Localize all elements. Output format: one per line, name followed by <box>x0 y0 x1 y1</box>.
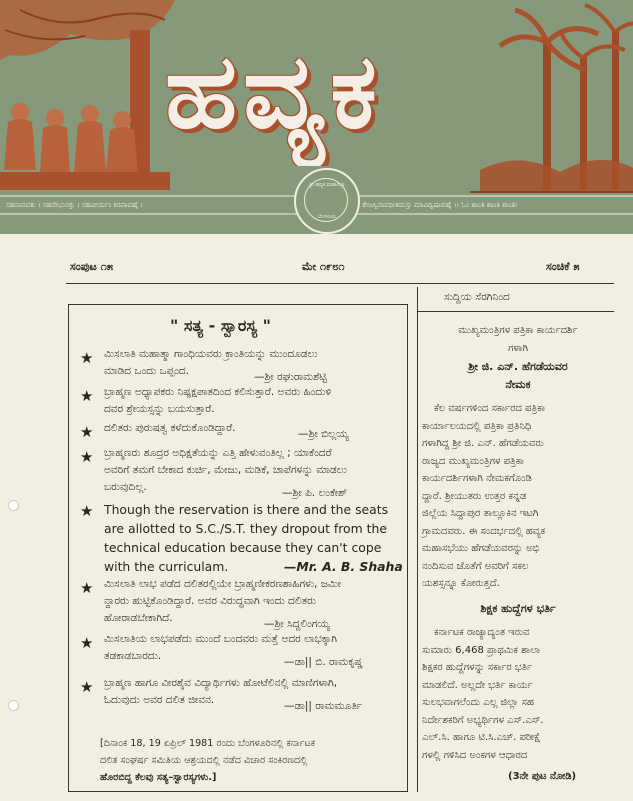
seminar-note: [ದಿನಾಂಕ 18, 19 ಏಪ್ರಿಲ್ 1981 ರಂದು ಬೆಂಗಳೂರಿನಲ್ಲಿ ಕರ್ನಾಟಕ ದಲಿತ ಸಂಘರ್ಷ ಸಮಿತಿಯ ಆಶ್ರಯದಲ್ಲಿ ನಡೆದ ವಿಚಾರ ಸಂಕಿರಣದಲ್ಲಿ ಹೊರಬಿದ್ದ ಕೆಲವು ಸತ್ಯ–ಸ್ವಾರಸ್ಯಗಳು.] <box>100 738 316 783</box>
motto-right: ತೇಜಸ್ವಿನಾವಧೀತಮಸ್ತು ಮಾವಿದ್ವಿಷಾವಹೈ ।। ಓಂ ಶಾಂತಿ ಶಾಂತಿ ಶಾಂತಿಃ <box>362 201 518 209</box>
quote-author: —ಶ್ರೀ ಬಿಲ್ಲಯ್ಯ <box>298 428 349 440</box>
quote-author: —ಡಾ|| ಬಿ. ರಾಮಕೃಷ್ಣ <box>284 656 363 668</box>
issue-volume: ಸಂಪುಟ ೧೫ <box>70 260 114 273</box>
news-section-heading: ಸುದ್ದಿಯ ಸೆರಗಿನಿಂದ <box>444 291 510 303</box>
news2-body: ಕರ್ನಾಟಕ ರಾಜ್ಯಾದ್ಯಂತ ಇರುವ ಸುಮಾರು 6,468 ಪ್ರಾಥಮಿಕ ಶಾಲಾ ಶಿಕ್ಷಕರ ಹುದ್ದೆಗಳನ್ನು ಸರ್ಕಾರ ಭರ್ತಿ ಮಾಡಲಿದೆ. ಅಲ್ಲದೇ ಭರ್ತಿ ಕಾರ್ಯ ಸುಲಭವಾಗಲೆಂದು ಎಲ್ಲ ಜಿಲ್ಲಾ ಸಹ ನಿರ್ದೇಶಕರಿಗೆ ಅಭ್ಯರ್ಥಿಗಳ ಎಸ್.ಎಸ್. ಎಲ್.ಸಿ. ಹಾಗೂ ಟಿ.ಸಿ.ಎಚ್. ಪರೀಕ್ಷೆ ಗಳಲ್ಲಿ ಗಳಿಸಿದ ಅಂಕಗಳ ಆಧಾರದ <box>422 627 544 761</box>
seal-bottom-text: ಬೆಂಗಳೂರು <box>317 214 337 220</box>
quote-1: ಮಿಸಲಾತಿ ಮಹಾತ್ಮಾ ಗಾಂಧಿಯವರು ಕ್ರಾಂತಿಯನ್ನು ಮುಂದೂಡಲು ಮಾಡಿದ ಒಂದು ಒಪ್ಪಂದ. —ಶ್ರೀ ರಘುರಾಮಶೆಟ್ಟಿ <box>104 346 394 386</box>
continued-note: (3ನೇ ಪುಟ ನೋಡಿ) <box>508 771 577 782</box>
news1-name: ಶ್ರೀ ಜಿ. ಎನ್. ಹೆಗಡೆಯವರ ನೇಮಕ <box>468 360 568 391</box>
magazine-title: ಹವ್ಯಕ <box>165 30 383 152</box>
news1-heading: ಮುಖ್ಯಮಂತ್ರಿಗಳ ಪತ್ರಿಕಾ ಕಾರ್ಯದರ್ಶಿ ಗಳಾಗಿ <box>458 325 578 354</box>
star-icon: ★ <box>80 349 94 367</box>
quote-author: —ಶ್ರೀ ಸಿದ್ದಲಿಂಗಯ್ಯ <box>264 618 331 630</box>
masthead <box>0 0 633 234</box>
quotes-heading: " ಸತ್ಯ - ಸ್ವಾರಸ್ಯ " <box>170 316 271 335</box>
news2-heading: ಶಿಕ್ಷಕ ಹುದ್ದೆಗಳ ಭರ್ತಿ <box>480 602 556 615</box>
star-icon: ★ <box>80 579 94 597</box>
quote-2: ಬ್ರಾಹ್ಮಣ ಅಧ್ಯಾಪಕರು ನಿಷ್ಪಕ್ಷಪಾತದಿಂದ ಕಲಿಸುತ್ತಾರೆ. ಅವರು ಹಿಂದುಳಿ ದವರ ಶ್ರೇಯಸ್ಸನ್ನು ಬಯಸುತ್ತಾರೆ. <box>104 386 332 415</box>
star-icon: ★ <box>80 634 94 652</box>
motto-left: ಸಹನಾವವತು । ಸಹನೌಭುನಕ್ತು । ಸಹವೀರ್ಯಂ ಕರವಾವಹೈ । <box>6 201 144 209</box>
issue-date: ಮೇ ೧೯೮೧ <box>302 260 345 273</box>
english-quote: Though the reservation is there and the seats are allotted to S.C./S.T. they dropout from the technical education because they can't cope with the curriculam. —Mr. A. B. Shaha <box>104 502 403 574</box>
binder-hole <box>8 500 19 511</box>
quote-7: ಬ್ರಾಹ್ಮಣ ಹಾಗೂ ವೀರಶೈವ ವಿದ್ಯಾರ್ಥಿಗಳು ಹೋಟೆಲಿನಲ್ಲಿ ಮಾಣಿಗಳಾಗಿ, ಓದುವುದು ಅವರ ದಲಿತ ಜೀವನ. —ಡಾ|| ರಾಮಮೂರ್ತಿ <box>104 675 394 715</box>
star-icon: ★ <box>80 678 94 696</box>
society-seal <box>294 168 360 234</box>
quote-3: ದಲಿತರು ಪುರುಷತ್ವ ಕಳೆದುಕೊಂಡಿದ್ದಾರೆ. —ಶ್ರೀ ಬಿಲ್ಲಯ್ಯ <box>104 420 394 443</box>
column-divider <box>417 287 418 792</box>
quote-author: —ಡಾ|| ರಾಮಮೂರ್ತಿ <box>284 700 363 712</box>
star-icon: ★ <box>80 423 94 441</box>
news-section-rule <box>418 311 614 312</box>
star-icon: ★ <box>80 502 94 520</box>
seal-top-text: ಶ್ರೀ ಹವ್ಯಕ ಮಹಾಸಭಾ <box>309 182 345 188</box>
news1-body: ಕೆಲ ವರ್ಷಗಳಿಂದ ಸರ್ಕಾರದ ಪತ್ರಿಕಾ ಕಾರ್ಯಾಲಯದಲ್ಲಿ ಪತ್ರಿಕಾ ಪ್ರತಿನಿಧಿ ಗಳಾಗಿದ್ದ ಶ್ರೀ ಜಿ. ಎನ್. ಹೆಗಡೆಯವರು ರಾಜ್ಯದ ಮುಖ್ಯಮಂತ್ರಿಗಳ ಪತ್ರಿಕಾ ಕಾರ್ಯದರ್ಶಿಗಳಾಗಿ ನೇಮಕಗೊಂಡಿ ದ್ದಾರೆ. ಶ್ರೀಯುತರು ಉತ್ತರ ಕನ್ನಡ ಜಿಲ್ಲೆಯ ಸಿದ್ದಾಪುರ ತಾಲ್ಲೂಕಿನ ಇಟಗಿ ಗ್ರಾಮದವರು. ಈ ಸಂದರ್ಭದಲ್ಲಿ ಹವ್ಯಕ ಮಹಾಸಭೆಯು ಹೆಗಡೆಯವರನ್ನು ಅಭಿ ನಂದಿಸುವ ಜೊತೆಗೆ ಅವರಿಗೆ ಸಕಲ ಯಶಸ್ಸನ್ನೂ ಕೋರುತ್ತದೆ. <box>422 403 546 589</box>
star-icon: ★ <box>80 448 94 466</box>
quote-5: ಮಿಸಲಾತಿ ಲಾಭ ಪಡೆದ ದಲಿತರಲ್ಲಿಯೇ ಬ್ರಾಹ್ಮಣೀಕರಣಶಾಹಿಗಳು, ಜಮೀ ನ್ದಾರರು ಹುಟ್ಟಿಕೊಂಡಿದ್ದಾರೆ. ಅವರ ವಿರುದ್ಧವಾಗಿ ಇಂದು ದಲಿತರು ಹೋರಾಡಬೇಕಾಗಿದೆ. —ಶ್ರೀ ಸಿದ್ದಲಿಂಗಯ್ಯ <box>104 578 341 630</box>
english-quote-author: —Mr. A. B. Shaha <box>284 559 403 574</box>
quote-6: ಮಿಸಲಾತಿಯ ಲಾಭಪಡೆದು ಮುಂದೆ ಬಂದವರು ಮತ್ತೆ ಅದರ ಲಾಭಕ್ಕಾಗಿ ತಡಕಾಡಬಾರದು. —ಡಾ|| ಬಿ. ರಾಮಕೃಷ್ಣ <box>104 631 394 671</box>
star-icon: ★ <box>80 387 94 405</box>
quote-author: —ಶ್ರೀ ರಘುರಾಮಶೆಟ್ಟಿ <box>254 371 327 383</box>
quote-author: —ಶ್ರೀ ಪಿ. ಲಂಕೇಶ್ <box>282 487 348 499</box>
issue-rule <box>66 283 614 284</box>
issue-number: ಸಂಚಿಕೆ ೫ <box>546 260 580 273</box>
binder-hole <box>8 700 19 711</box>
quote-4: ಬ್ರಾಹ್ಮಣರು ಶೂದ್ರರ ಅಧಿಕ್ಷತೆಯನ್ನು ಎತ್ತಿ ಹೇಳುವಂತಿಲ್ಲ ; ಯಾಕೆಂದರೆ ಅವರಿಗೆ ತಮಗೆ ಬೇಕಾದ ಕುರ್ಚಿ, ಮೇಜು, ಮಡಿಕೆ, ಚಾಪೆಗಳನ್ನು ಮಾಡಲು ಬರುವುದಿಲ್ಲ. —ಶ್ರೀ ಪಿ. ಲಂಕೇಶ್ <box>104 445 394 502</box>
